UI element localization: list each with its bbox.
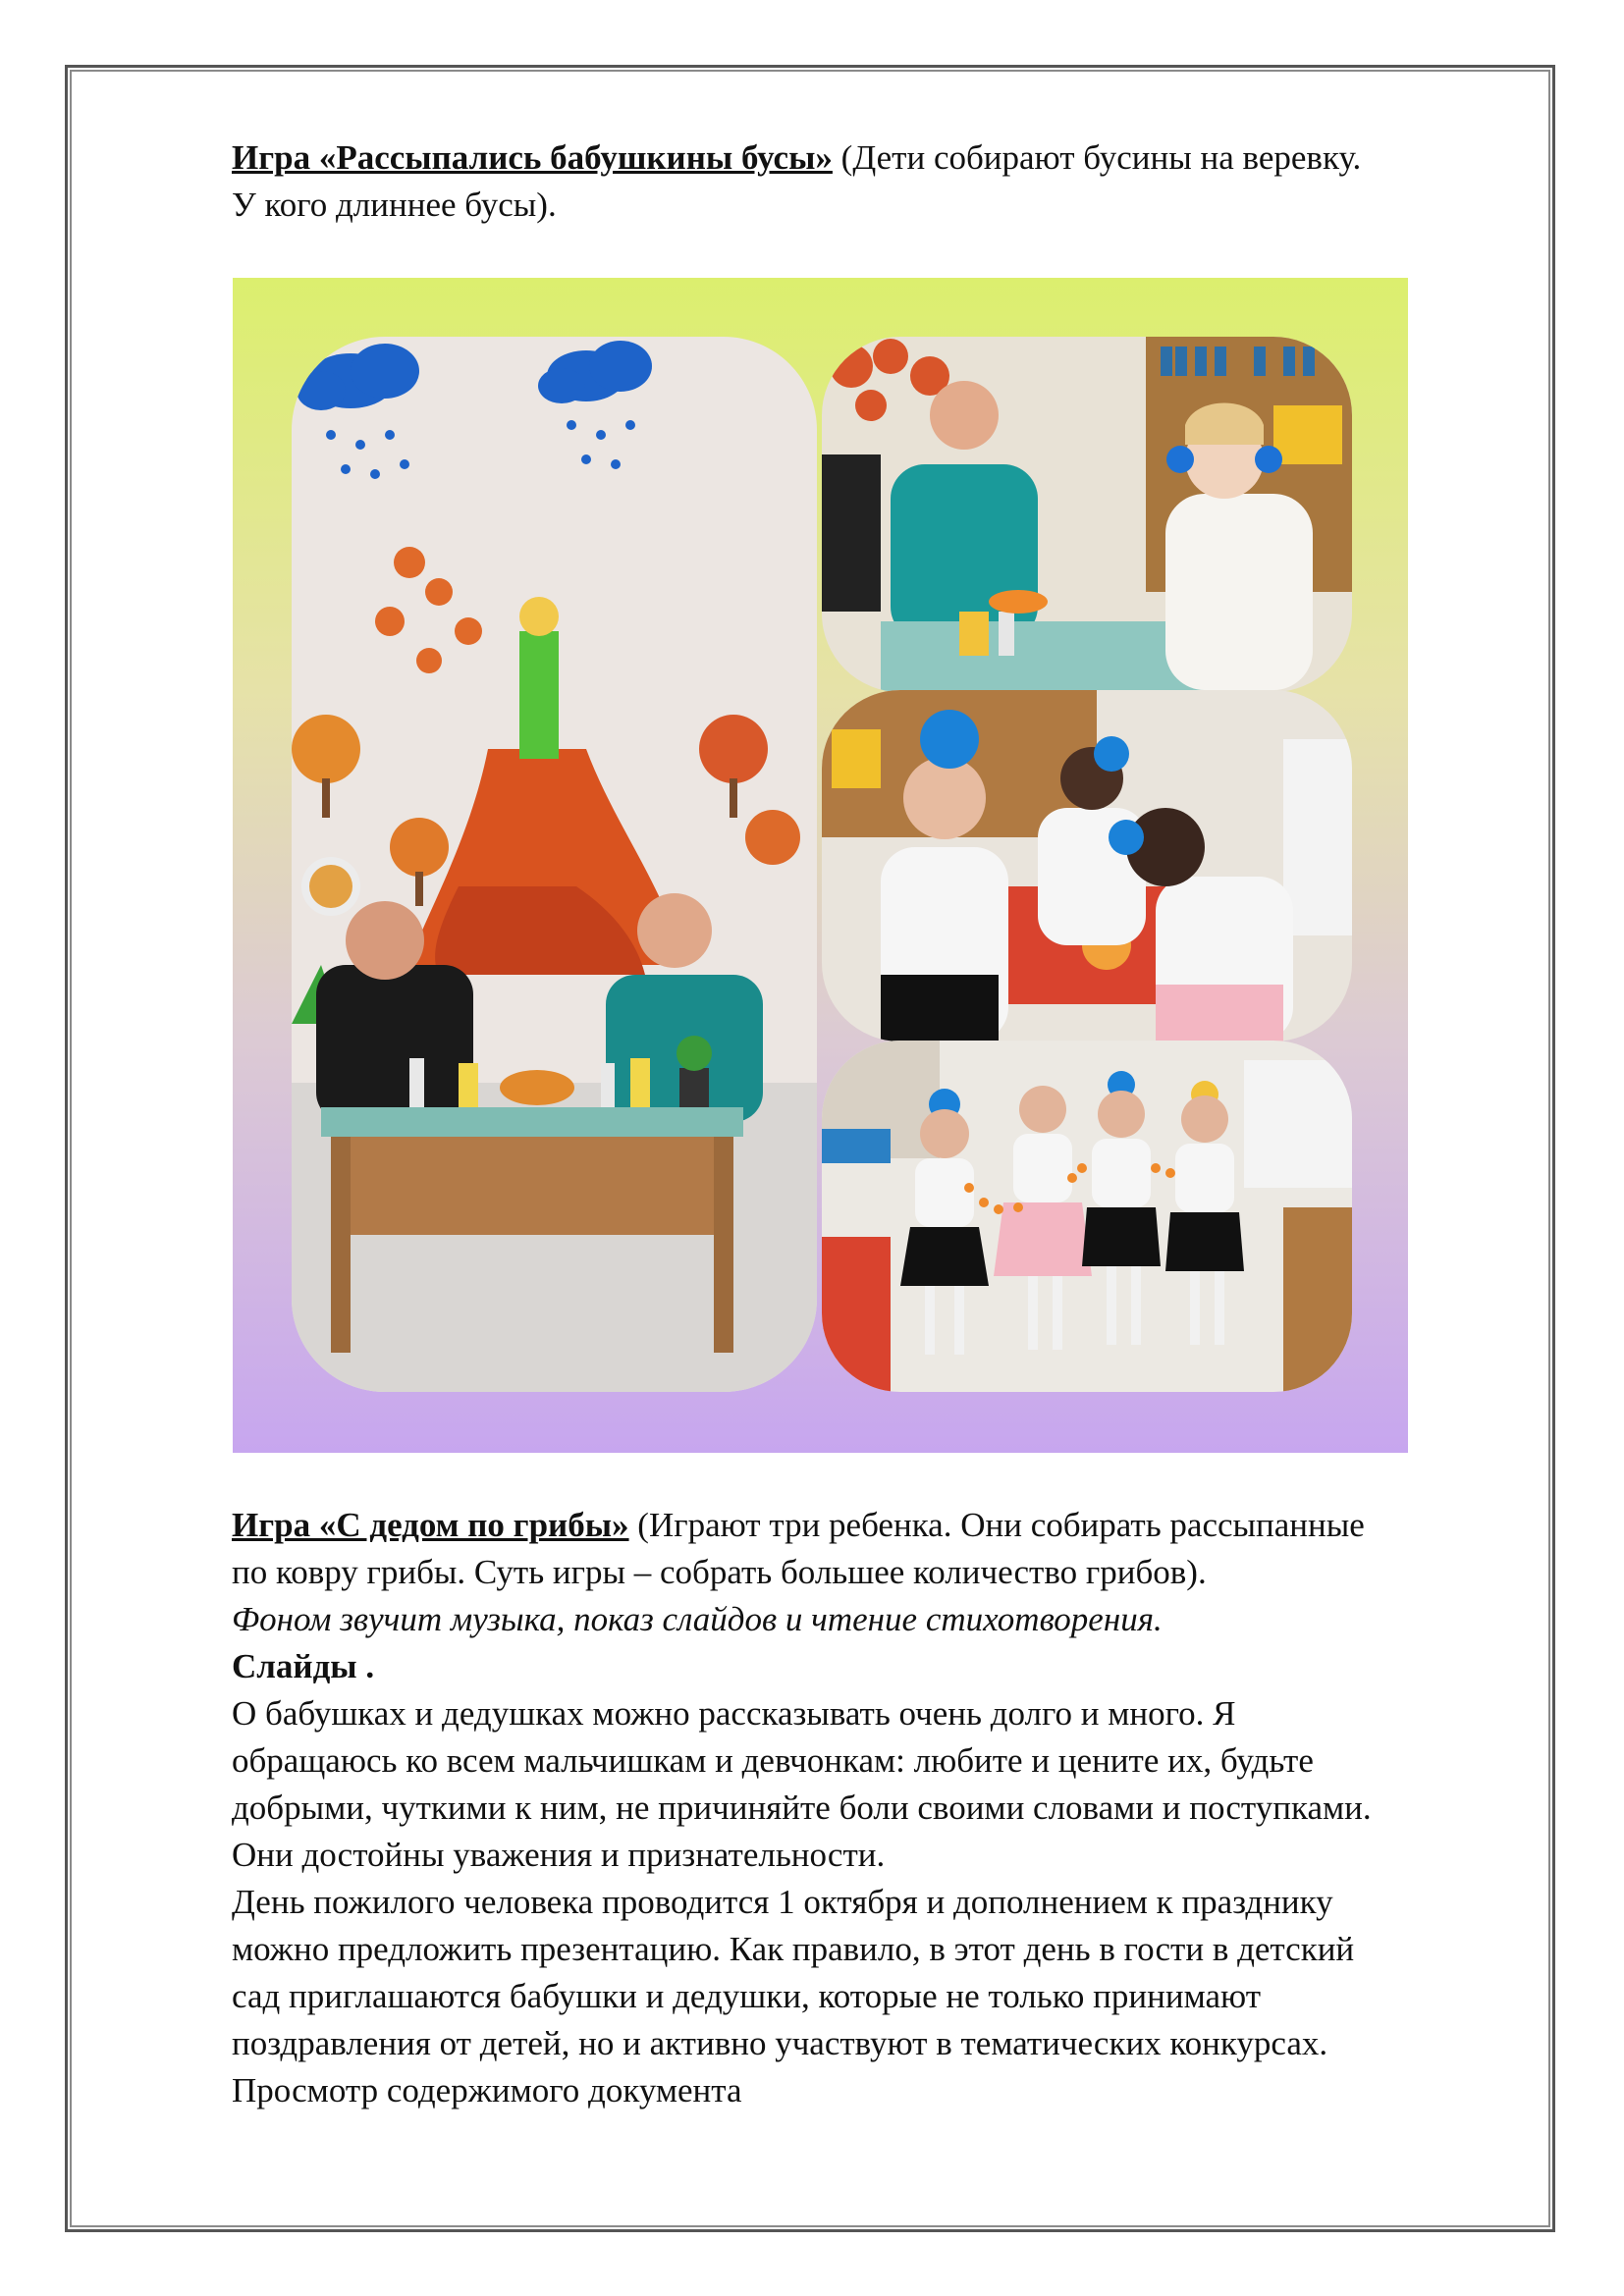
mushroom-game-description-2: по ковру грибы. Суть игры – собрать большее количество грибов). — [232, 1553, 1207, 1591]
girls-stringing-beads-photo — [822, 690, 1352, 1041]
grandparents-at-table-photo — [292, 337, 817, 1392]
body-line: День пожилого человека проводится 1 октября и дополнением к празднику — [232, 1883, 1333, 1921]
section-beads-game — [232, 134, 1508, 229]
slides-heading: Слайды . — [232, 1647, 375, 1685]
grandmother-and-girl-stringing-beads-photo — [822, 337, 1352, 692]
body-line: О бабушках и дедушках можно рассказывать очень долго и много. Я — [232, 1694, 1236, 1733]
beads-game-description-1: (Дети собирают бусины на веревку. — [832, 138, 1362, 177]
mushroom-game-description-1: (Играют три ребенка. Они собирать рассыпанные — [628, 1506, 1365, 1544]
girls-with-bead-necklaces-photo — [822, 1041, 1352, 1392]
beads-game-description-2: У кого длиннее бусы). — [232, 186, 557, 224]
body-line: Они достойны уважения и признательности. — [232, 1836, 886, 1874]
mushroom-game-title: Игра «С дедом по грибы» — [232, 1506, 629, 1544]
background-music-note: Фоном звучит музыка, показ слайдов и чтение стихотворения. — [232, 1600, 1163, 1638]
body-line: сад приглашаются бабушки и дедушки, которые не только принимают — [232, 1977, 1262, 2015]
beads-game-title: Игра «Рассыпались бабушкины бусы» — [232, 138, 833, 177]
body-line: добрыми, чуткими к ним, не причиняйте боли своими словами и поступками. — [232, 1789, 1372, 1827]
view-document-contents-link[interactable]: Просмотр содержимого документа — [232, 2071, 742, 2109]
body-line: обращаюсь ко всем мальчишкам и девчонкам: любите и цените их, будьте — [232, 1741, 1314, 1780]
photo-collage — [233, 278, 1408, 1453]
section-mushroom-game — [232, 1502, 1538, 2114]
body-line: поздравления от детей, но и активно участвуют в тематических конкурсах. — [232, 2024, 1328, 2062]
body-line: можно предложить презентацию. Как правило, в этот день в гости в детский — [232, 1930, 1355, 1968]
